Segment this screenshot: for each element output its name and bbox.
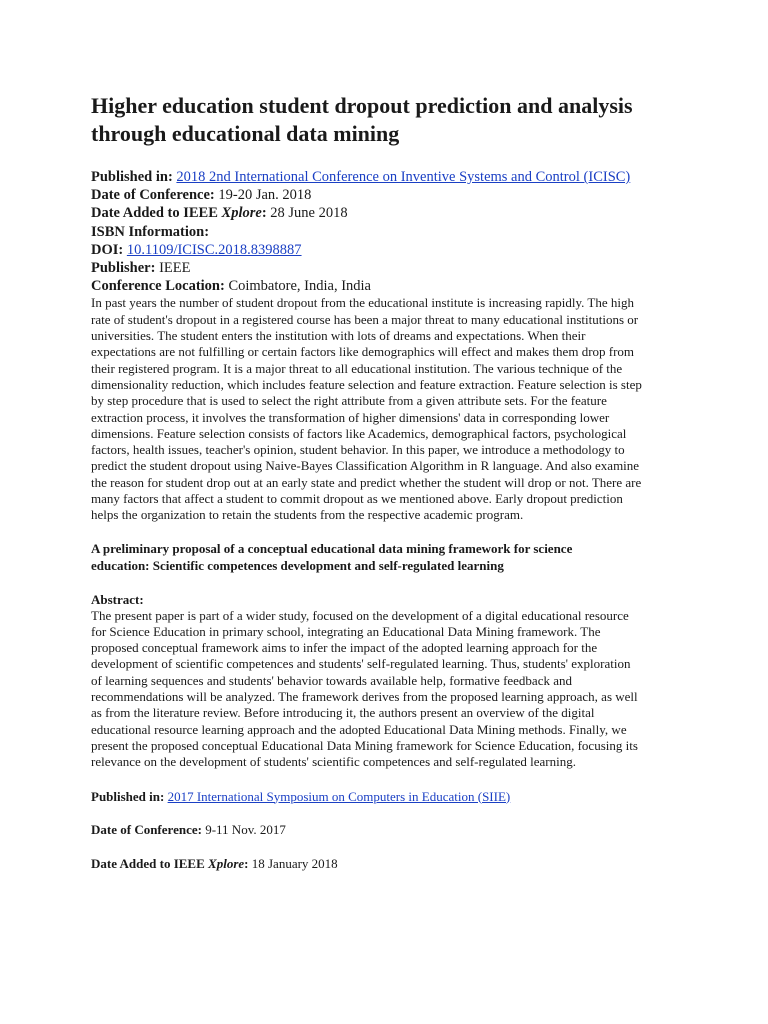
paper1-metadata [91,168,691,295]
paper1-publisher-value: IEEE [159,260,191,277]
paper1-location-value: Coimbatore, India, India [228,278,371,295]
abstract-line: recommendations will be analyzed. The framework derives from the proposed learning approach, as well [91,689,638,705]
paper2-conf-date-row [91,822,691,838]
paper1-publisher-row [91,259,691,277]
paper2-conf-date-label: Date of Conference: [91,821,202,837]
paper1-date-added-label-xplore: Xplore [221,205,262,222]
paper1-published-label: Published in: [91,169,173,185]
abstract-line: expectations are not fulfilling or certain factors like demographics will effect and makes them drop from [91,344,635,360]
paper2-published-link[interactable]: 2017 International Symposium on Computers in Education (SIIE) [167,788,511,804]
abstract-line: dimensionality reduction, which includes feature selection and feature extraction. Feature selection is step [91,376,642,392]
document-page [91,92,691,872]
paper1-date-added-label-a: Date Added to IEEE [91,205,222,222]
paper1-published-link[interactable]: 2018 2nd International Conference on Inventive Systems and Control (ICISC) [176,169,631,185]
abstract-line: rate of student's dropout in a registered course has been a major threat to many educational institutions or [91,311,639,327]
paper2-published-label: Published in: [91,788,165,804]
paper1-isbn-label: ISBN Information: [91,223,210,240]
paper1-doi-row [91,241,691,259]
abstract-line: development of scientific competences and students' self-regulated learning. Thus, students' exploration [91,656,631,672]
abstract-line: predict the student dropout using Naive-Bayes Classification Algorithm in R language. And also examine [91,458,640,474]
paper1-date-added-label [91,205,267,221]
abstract-line: as from the literature review. Before introducing it, the authors present an overview of the digital [91,705,595,721]
paper1-conf-date-label: Date of Conference: [91,187,215,204]
paper1-published-row [91,168,691,186]
paper1-date-added-label-colon: : [261,205,267,222]
abstract-line: their registered program. It is a major threat to all educational institution. The various technique of the [91,360,623,376]
paper2-title [91,540,691,575]
paper1-location-row [91,277,691,295]
paper2-abstract-label: Abstract: [91,591,144,607]
abstract-line: helps the organization to retain the students from the respective academic program. [91,507,524,523]
paper1-abstract [91,295,691,523]
paper2-published-row [91,789,691,805]
paper2-date-added-label [91,856,249,871]
paper2-title-line1: A preliminary proposal of a conceptual educational data mining framework for science [91,540,573,556]
abstract-line: The present paper is part of a wider study, focused on the development of a digital educational resource [91,607,629,623]
abstract-line: factors, health issues, teacher's opinion, student behavior. In this paper, we introduce a methodology to [91,442,625,458]
abstract-line: for Science Education in primary school, integrating an Educational Data Mining framework. The [91,623,601,639]
paper1-conf-date-row [91,186,691,204]
abstract-line: proposed conceptual framework aims to infer the impact of the adopted learning approach for the [91,640,598,656]
paper2-date-added-row [91,856,691,872]
abstract-line: by step procedure that is used to select the right attribute from a given attribute sets. For the feature [91,393,607,409]
abstract-line: dimensions. Feature selection consists of factors like Academics, demographical factors, psychological [91,425,627,441]
paper1-publisher-label: Publisher: [91,260,156,277]
paper2-conf-date-value: 9-11 Nov. 2017 [205,821,286,837]
abstract-line: In past years the number of student dropout from the educational institute is increasing rapidly. The high [91,295,634,311]
paper1-title-line2: through educational data mining [91,121,400,146]
paper1-isbn-row [91,223,691,241]
paper1-date-added-row [91,204,691,222]
abstract-line: relevance on the development of students' scientific competences and self-regulated learning. [91,754,576,770]
paper1-conf-date-value: 19-20 Jan. 2018 [218,187,312,204]
paper2-date-added-label-colon: : [244,855,249,871]
paper1-title [91,92,691,148]
paper1-date-added-value: 28 June 2018 [270,205,348,222]
paper2-date-added-value: 18 January 2018 [251,855,338,871]
abstract-line: present the proposed conceptual Educational Data Mining framework for Science Education, focusing its [91,737,638,753]
paper2-title-line2: education: Scientific competences development and self-regulated learning [91,558,504,574]
abstract-line: the reason for student drop out at an early state and predict whether the student will drop or not. There are [91,474,642,490]
paper2-date-added-label-xplore: Xplore [208,855,245,871]
paper2-date-added-label-a: Date Added to IEEE [91,855,209,871]
abstract-line: educational resource learning approach and the adopted Educational Data Mining methods. Finally, we [91,721,627,737]
paper1-doi-label: DOI: [91,241,124,258]
paper1-doi-link[interactable]: 10.1109/ICISC.2018.8398887 [126,241,302,258]
paper1-location-label: Conference Location: [91,278,225,295]
paper1-title-line1: Higher education student dropout prediction and analysis [91,93,633,118]
paper2-abstract [91,608,691,771]
abstract-line: universities. The student enters the institution with lots of dreams and expectations. When their [91,328,586,344]
abstract-line: many factors that affect a student to commit dropout as we mentioned above. Early dropout prediction [91,490,623,506]
abstract-line: extraction process, it involves the transformation of higher dimensions' data in corresponding lower [91,409,610,425]
abstract-line: of learning sequences and students' behavior towards available help, formative feedback and [91,672,572,688]
